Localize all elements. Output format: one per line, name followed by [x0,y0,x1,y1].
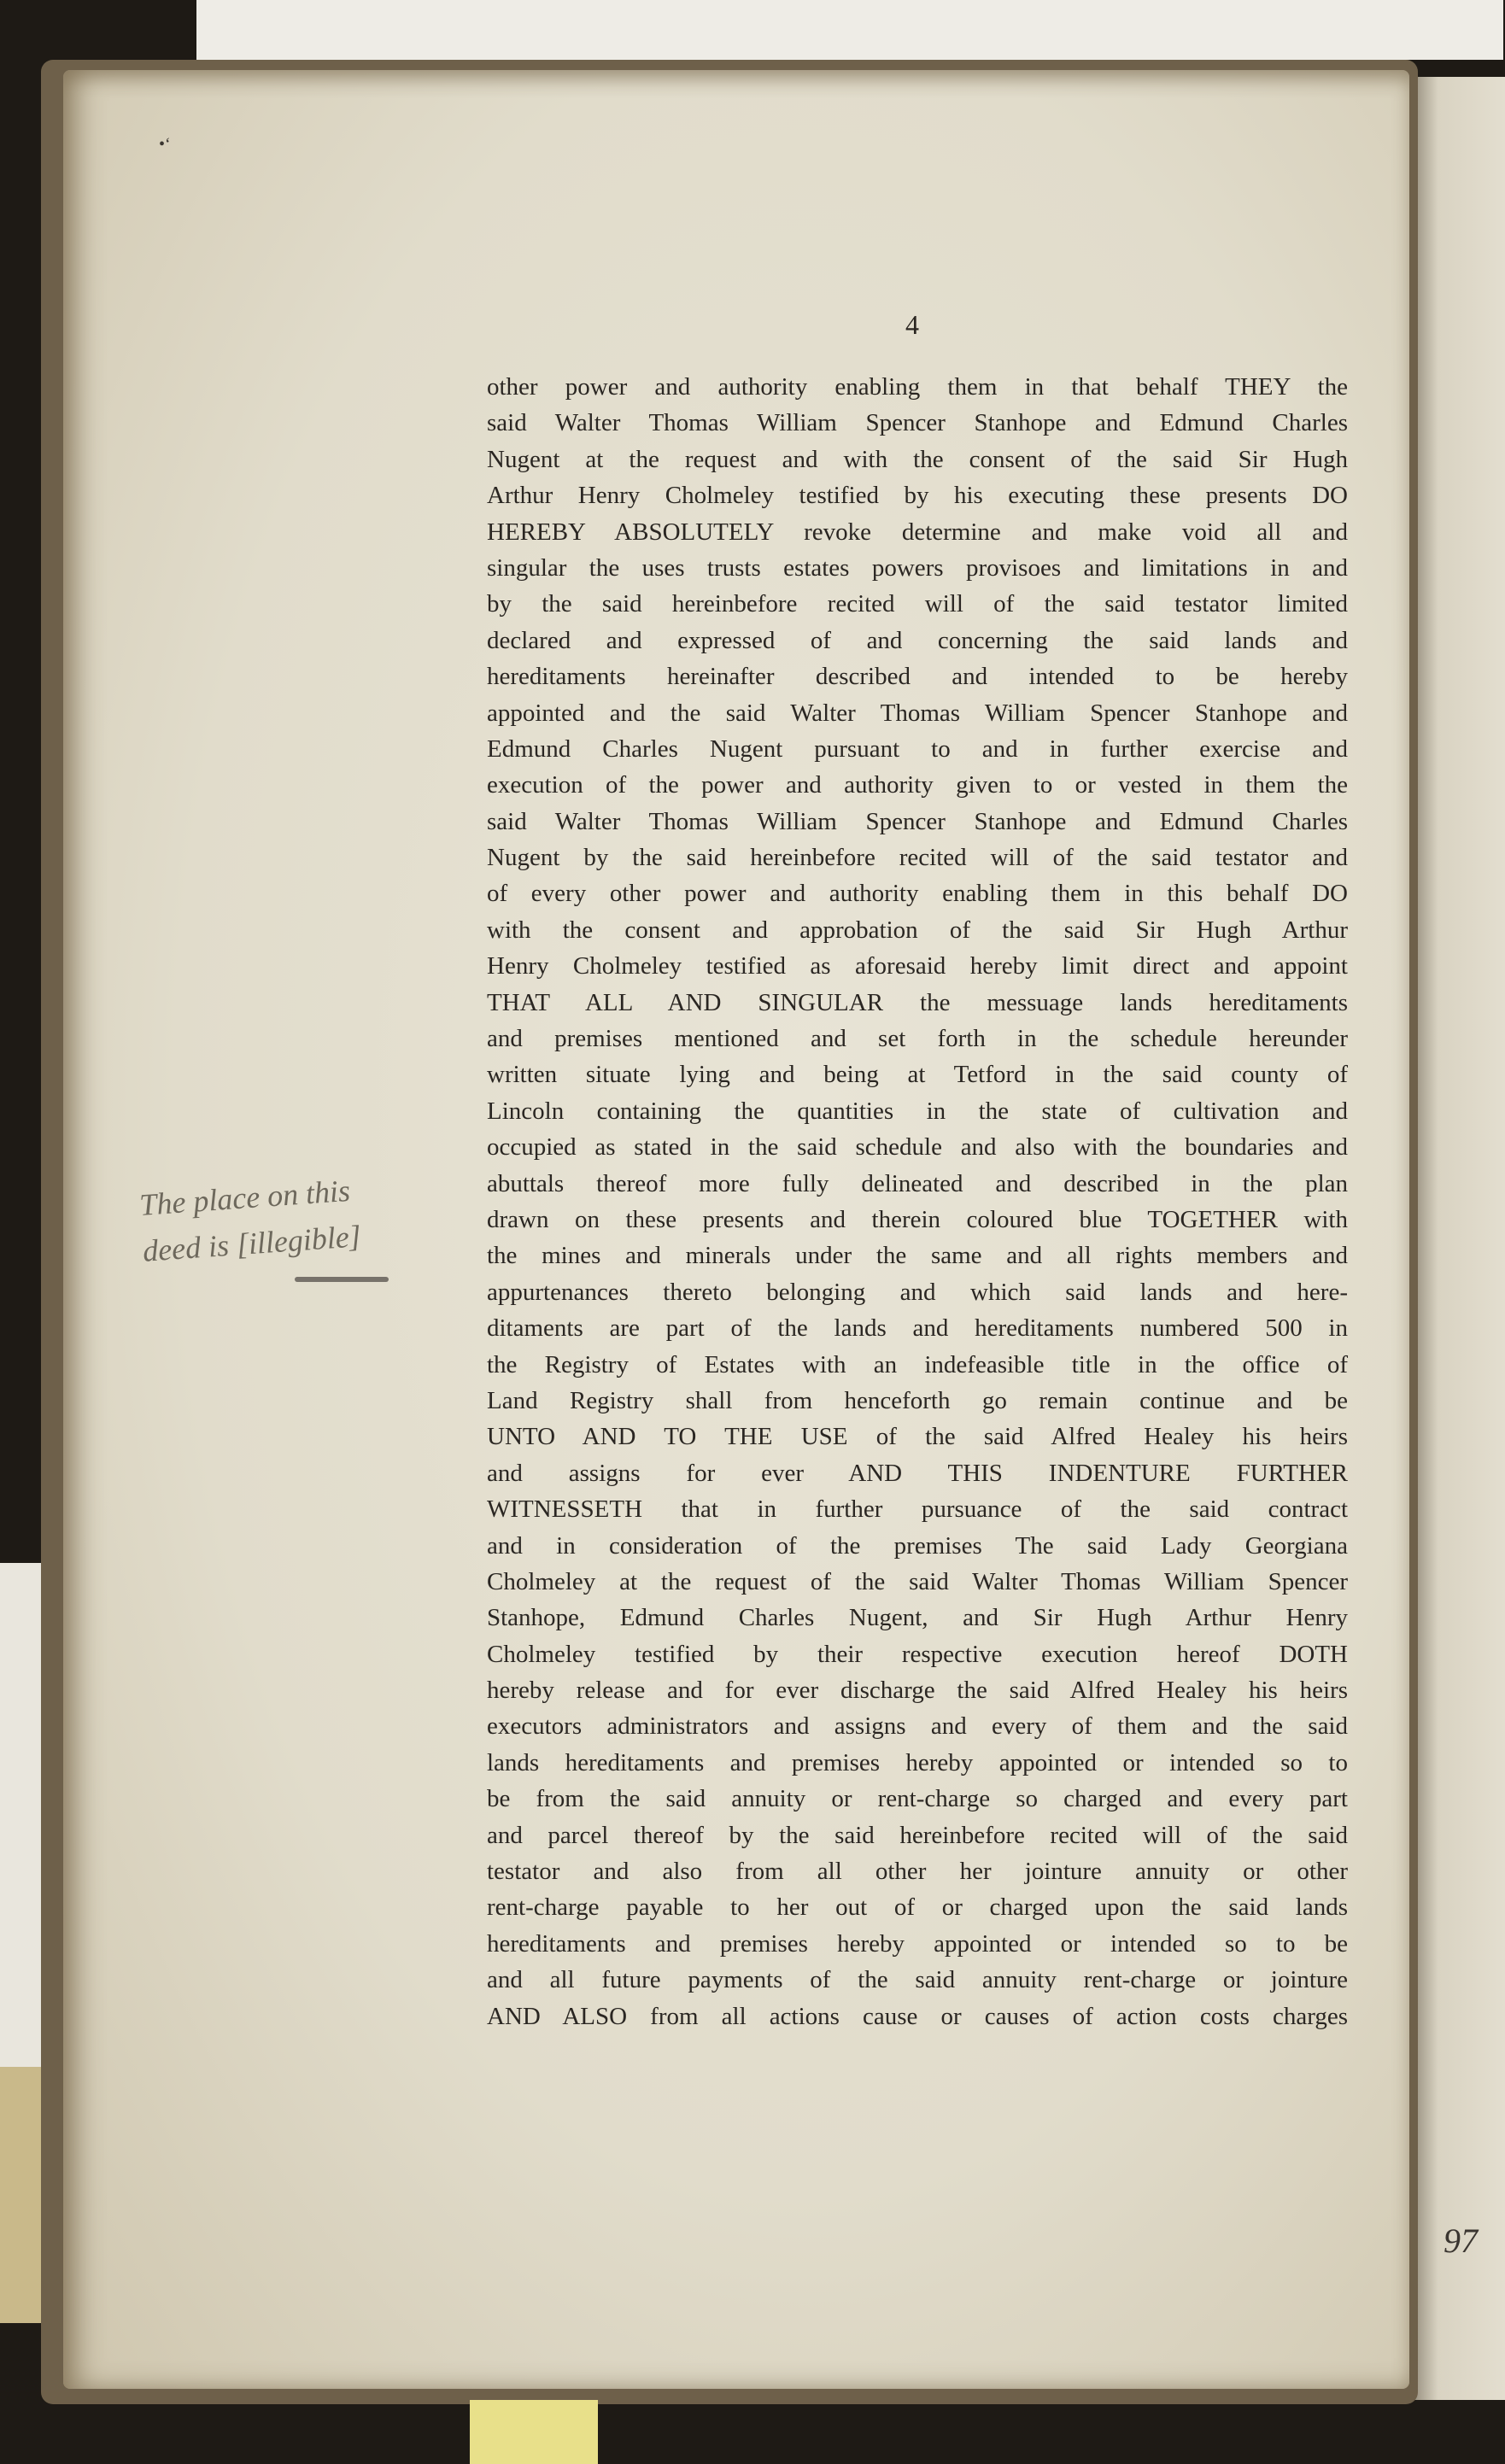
text-line: appurtenances thereto belonging and which said lands and here- [487,1278,1348,1306]
text-line: with the consent and approbation of the said Sir Hugh Arthur [487,916,1348,944]
text-line: Cholmeley testified by their respective execution hereof DOTH [487,1640,1348,1668]
text-line: other power and authority enabling them in that behalf THEY the [487,373,1348,401]
text-line: by the said hereinbefore recited will of the said testator limited [487,590,1348,618]
text-line: and premises mentioned and set forth in the schedule hereunder [487,1025,1348,1053]
text-line: the Registry of Estates with an indefeasible title in the office of [487,1350,1348,1378]
text-line: the mines and minerals under the same and all rights members and [487,1242,1348,1270]
note-underline [295,1277,389,1282]
text-line: Nugent by the said hereinbefore recited will of the said testator and [487,844,1348,872]
text-line: said Walter Thomas William Spencer Stanhope and Edmund Charles [487,807,1348,835]
text-line: of every other power and authority enabling them in this behalf DO [487,880,1348,908]
text-line: THAT ALL AND SINGULAR the messuage lands hereditaments [487,988,1348,1016]
text-line: and in consideration of the premises The said Lady Georgiana [487,1531,1348,1560]
text-line: Arthur Henry Cholmeley testified by his executing these presents DO [487,482,1348,510]
margin-folio-mark: 97 [1444,2221,1478,2260]
page-number: 4 [905,309,919,340]
text-line: rent-charge payable to her out of or charged upon the said lands [487,1893,1348,1922]
text-line: HEREBY ABSOLUTELY revoke determine and make void all and [487,518,1348,546]
note-line: The place on this [138,1173,352,1222]
text-line: testator and also from all other her jointure annuity or other [487,1858,1348,1886]
text-line: declared and expressed of and concerning the said lands and [487,626,1348,654]
text-line: and all future payments of the said annuity rent-charge or jointure [487,1966,1348,1994]
text-line: singular the uses trusts estates powers provisoes and limitations in and [487,553,1348,582]
text-line: Cholmeley at the request of the said Walter Thomas William Spencer [487,1567,1348,1595]
body-text [487,369,1348,2034]
paper-tag [470,2400,598,2464]
text-line: Stanhope, Edmund Charles Nugent, and Sir Hugh Arthur Henry [487,1604,1348,1632]
text-line: Nugent at the request and with the consent of the said Sir Hugh [487,445,1348,473]
text-line: be from the said annuity or rent-charge so charged and every part [487,1785,1348,1813]
text-line: execution of the power and authority given to or vested in them the [487,771,1348,799]
text-line: and parcel thereof by the said hereinbefore recited will of the said [487,1821,1348,1849]
text-line: Lincoln containing the quantities in the state of cultivation and [487,1097,1348,1125]
text-line: written situate lying and being at Tetford in the said county of [487,1061,1348,1089]
text-line: executors administrators and assigns and every of them and the said [487,1712,1348,1741]
text-line: occupied as stated in the said schedule and also with the boundaries and [487,1133,1348,1162]
text-line: lands hereditaments and premises hereby appointed or intended so to [487,1748,1348,1776]
adjacent-page [1409,77,1505,2400]
ink-mark: •‘ [159,135,171,154]
text-line: UNTO AND TO THE USE of the said Alfred Healey his heirs [487,1423,1348,1451]
text-line: and assigns for ever AND THIS INDENTURE FURTHER [487,1459,1348,1487]
text-line: Land Registry shall from henceforth go remain continue and be [487,1386,1348,1414]
text-line: hereby release and for ever discharge the said Alfred Healey his heirs [487,1677,1348,1705]
text-line: said Walter Thomas William Spencer Stanhope and Edmund Charles [487,409,1348,437]
text-line: hereditaments hereinafter described and intended to be hereby [487,663,1348,691]
text-line: Henry Cholmeley testified as aforesaid hereby limit direct and appoint [487,952,1348,980]
text-line: appointed and the said Walter Thomas William Spencer Stanhope and [487,699,1348,727]
text-line: Edmund Charles Nugent pursuant to and in further exercise and [487,735,1348,763]
text-line: ditaments are part of the lands and hereditaments numbered 500 in [487,1314,1348,1343]
note-line: deed is [illegible] [141,1219,362,1268]
text-line: WITNESSETH that in further pursuance of the said contract [487,1495,1348,1524]
text-line: AND ALSO from all actions cause or causes of action costs charges [487,2002,1348,2030]
background-sheet [196,0,1503,60]
text-line: drawn on these presents and therein coloured blue TOGETHER with [487,1205,1348,1233]
handwritten-margin-note [138,1167,363,1274]
text-line: abuttals thereof more fully delineated and described in the plan [487,1169,1348,1197]
text-line: hereditaments and premises hereby appointed or intended so to be [487,1929,1348,1958]
